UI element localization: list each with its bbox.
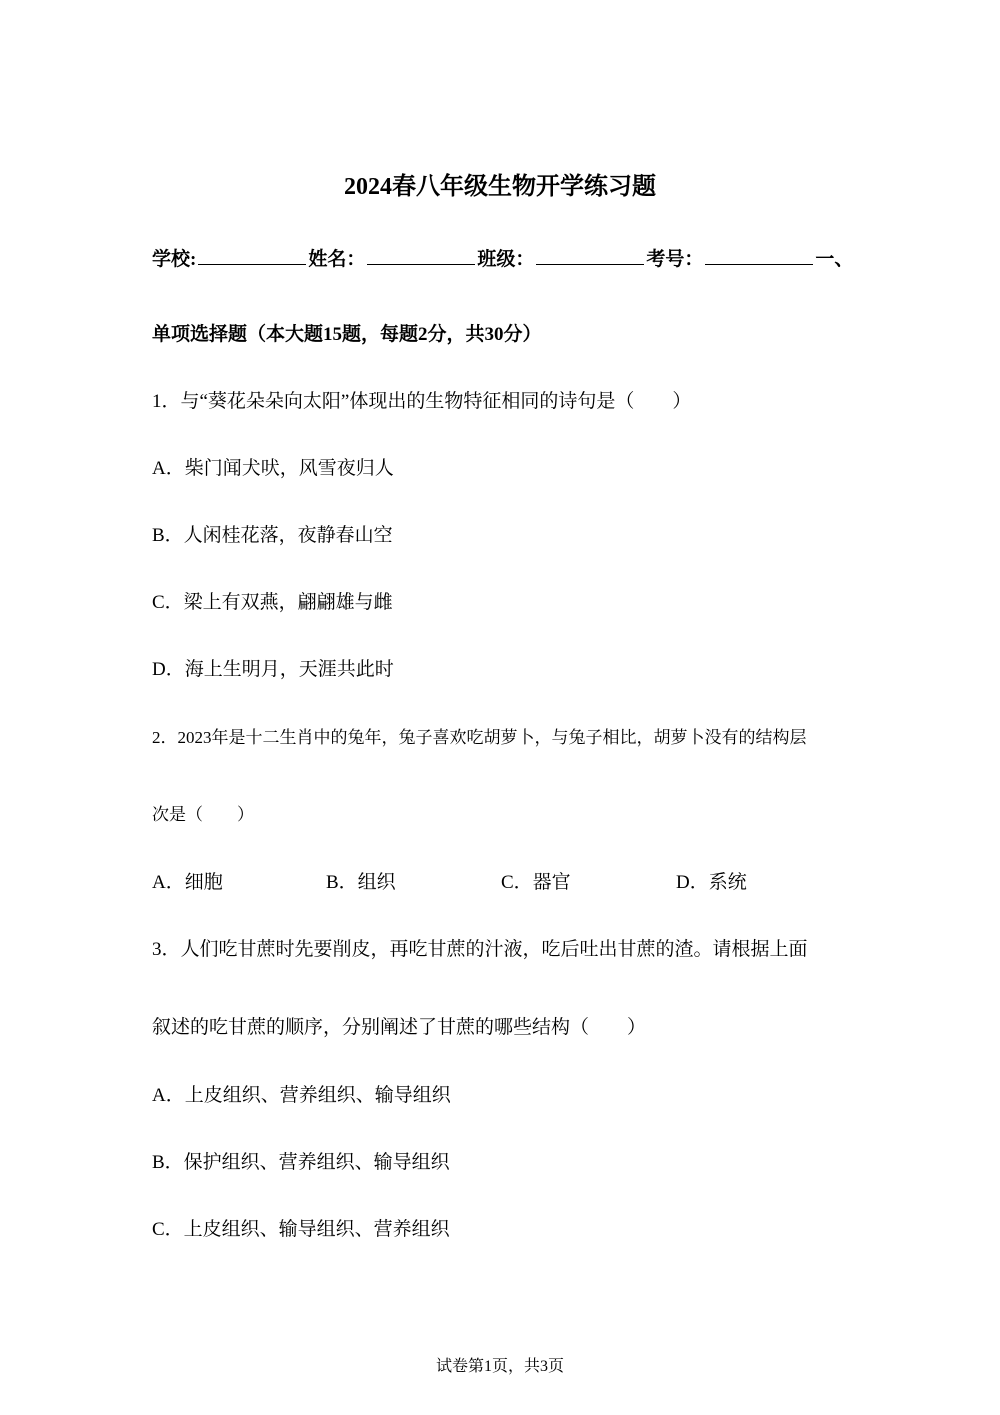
question-1-stem: 1．与“葵花朵朵向太阳”体现出的生物特征相同的诗句是（ ） (152, 391, 692, 412)
school-label: 学校: (152, 249, 197, 270)
question-2-option-a: A．细胞 (152, 872, 223, 893)
school-blank (198, 246, 306, 265)
question-2-option-b: B．组织 (326, 872, 396, 893)
question-3-option-a: A．上皮组织、营养组织、输导组织 (152, 1085, 451, 1106)
question-2-option-c: C．器官 (501, 872, 571, 893)
page-title: 2024春八年级生物开学练习题 (344, 174, 656, 200)
question-3-stem-line-1: 3．人们吃甘蔗时先要削皮，再吃甘蔗的汁液，吃后吐出甘蔗的渣。请根据上面 (152, 939, 808, 960)
question-3-option-b: B．保护组织、营养组织、输导组织 (152, 1152, 450, 1173)
question-3-option-c: C．上皮组织、输导组织、营养组织 (152, 1219, 450, 1240)
name-label: 姓名： (308, 249, 366, 270)
question-3-stem-line-2: 叙述的吃甘蔗的顺序，分别阐述了甘蔗的哪些结构（ ） (152, 1017, 647, 1038)
student-info-line (152, 246, 853, 272)
question-1-option-b: B．人闲桂花落，夜静春山空 (152, 525, 393, 546)
question-2-stem-line-1: 2．2023年是十二生肖中的兔年，兔子喜欢吃胡萝卜，与兔子相比，胡萝卜没有的结构层 (152, 728, 807, 747)
page-footer: 试卷第1页，共3页 (435, 1358, 564, 1375)
section-number: 一、 (815, 249, 854, 270)
question-1-option-a: A．柴门闻犬吠，风雪夜归人 (152, 458, 394, 479)
section-heading: 单项选择题（本大题15题，每题2分，共30分） (152, 324, 542, 345)
question-1-option-c: C．梁上有双燕，翩翩雄与雌 (152, 592, 393, 613)
name-blank (367, 246, 475, 265)
question-2-option-d: D．系统 (676, 872, 747, 893)
class-label: 班级： (477, 249, 535, 270)
question-2-stem-line-2: 次是（ ） (152, 805, 254, 824)
class-blank (536, 246, 644, 265)
id-blank (705, 246, 813, 265)
question-1-option-d: D．海上生明月，天涯共此时 (152, 659, 394, 680)
id-label: 考号： (646, 249, 704, 270)
